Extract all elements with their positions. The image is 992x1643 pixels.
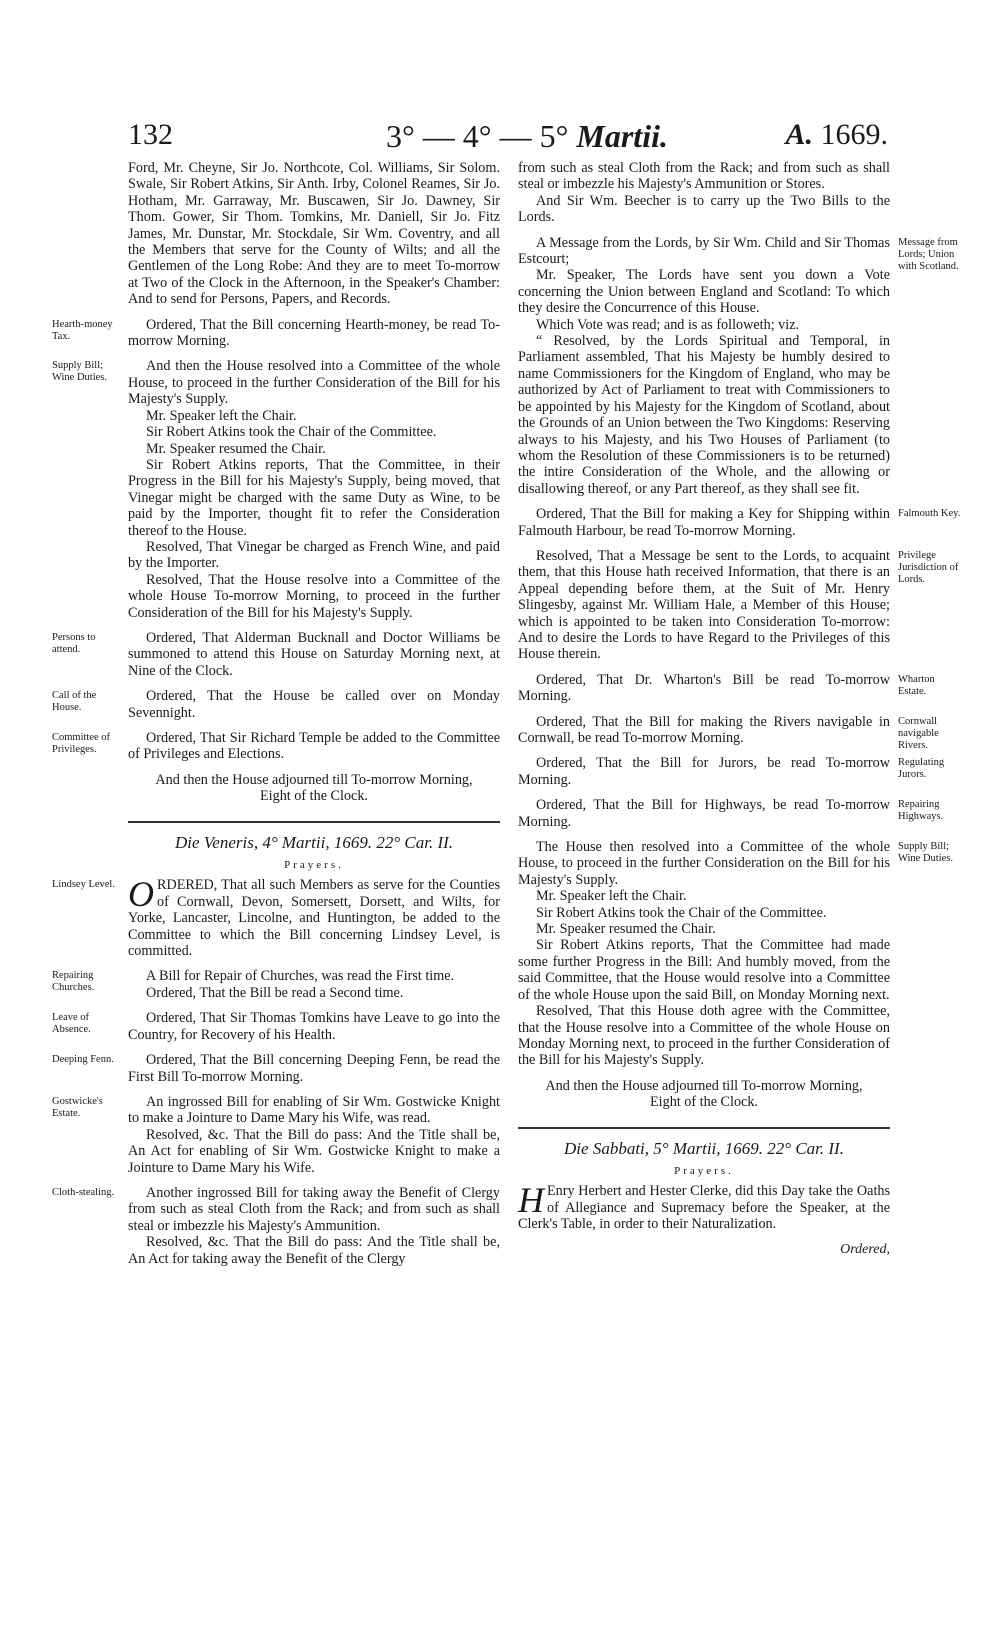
supply-right-p1: The House then resolved into a Committee of the whole House, to proceed in the further Consideration on the Bill for his Majesty's Supply.	[518, 839, 890, 888]
supply-right-p5: Sir Robert Atkins reports, That the Committee had made some further Progress in the Bill: And humbly moved, from the said Committee, that the House would resolve into a Committee of the whole House upon the said Bill, on Monday Morning next.	[518, 937, 890, 1003]
entry-falmouth	[518, 506, 961, 539]
supply-right-p2: Mr. Speaker left the Chair.	[536, 888, 687, 905]
margin-note-leave: Leave of Absence.	[52, 1012, 91, 1036]
supply-p7: Resolved, That the House resolve into a Committee of the whole House To-morrow Morning, to proceed in the further Consideration of the Bill for his Majesty's Supply.	[128, 571, 500, 621]
message-p2: Mr. Speaker, The Lords have sent you down a Vote concerning the Union between England and Scotland: To which they desire the Concurrence of this House.	[518, 267, 890, 317]
margin-note-message: Message from Lords; Union with Scotland.	[898, 236, 959, 272]
entry-cloth-continued	[518, 160, 890, 226]
message-p3: Which Vote was read; and is as followeth; viz.	[536, 316, 800, 333]
page-header	[128, 118, 888, 162]
herbert-text: Enry Herbert and Hester Clerke, did this Day take the Oaths of Allegiance and Supremacy before the Speaker, at the Clerk's Table, in order to their Naturalization.	[518, 1183, 890, 1233]
entry-hearth-money	[52, 316, 500, 350]
running-date-month: Martii.	[576, 118, 668, 154]
section-divider	[128, 821, 500, 823]
entry-lindsey-level	[52, 874, 500, 960]
beecher-text: And Sir Wm. Beecher is to carry up the Two Bills to the Lords.	[518, 192, 890, 226]
margin-note-privileges: Committee of Privileges.	[52, 732, 111, 755]
margin-note-call: Call of the House.	[52, 690, 97, 714]
entry-churches	[52, 968, 500, 1001]
entry-supply-right	[518, 839, 953, 1069]
drop-cap-o: O	[128, 874, 154, 915]
supply-p5: Sir Robert Atkins reports, That the Committee, in their Progress in the Bill for his Majesty's Supply, being moved, that Vinegar might be charged with the same Duty as Wine, to be paid by the Importer, thought fit to refer the Consideration thereof to the House.	[128, 456, 500, 539]
entry-privileges	[52, 730, 500, 763]
margin-note-churches: Repairing Churches.	[52, 970, 95, 994]
entry-call-house	[52, 688, 500, 721]
supply-right-p4: Mr. Speaker resumed the Chair.	[536, 921, 716, 938]
running-year	[785, 118, 888, 152]
entry-message-lords	[518, 234, 959, 498]
right-column	[518, 160, 961, 1258]
wharton-text: Ordered, That Dr. Wharton's Bill be read To-morrow Morning.	[518, 671, 890, 705]
supply-p2: Mr. Speaker left the Chair.	[146, 407, 297, 424]
prayers-label-right: Prayers.	[674, 1164, 734, 1177]
cloth-continued-text: from such as steal Cloth from the Rack; and from such as shall steal or imbezzle his Majesty's Ammunition or Stores.	[518, 160, 890, 193]
hearth-text: Ordered, That the Bill concerning Hearth-money, be read To-morrow Morning.	[128, 316, 500, 350]
margin-note-lindsey: Lindsey Level.	[52, 879, 115, 891]
supply-p3: Sir Robert Atkins took the Chair of the Committee.	[146, 424, 437, 441]
margin-note-deeping: Deeping Fenn.	[52, 1054, 114, 1066]
margin-note-jurors: Regulating Jurors.	[898, 757, 945, 781]
margin-note-gostwicke: Gostwicke's Estate.	[52, 1095, 103, 1119]
cloth-p2: Resolved, &c. That the Bill do pass: And the Title shall be, An Act for taking away the Benefit of the Clergy	[128, 1234, 500, 1267]
margin-note-falmouth: Falmouth Key.	[898, 508, 961, 520]
entry-highways	[518, 797, 944, 830]
drop-cap-h: H	[518, 1180, 544, 1221]
churches-p1: A Bill for Repair of Churches, was read the First time.	[146, 968, 455, 985]
margin-note-privilege: Privilege Jurisdiction of Lords.	[898, 549, 959, 585]
year-value: 1669.	[820, 118, 888, 151]
jurors-text: Ordered, That the Bill for Jurors, be read To-morrow Morning.	[518, 755, 890, 788]
entry-committee-continued	[128, 160, 500, 308]
message-p4: “ Resolved, by the Lords Spiritual and Temporal, in Parliament assembled, That his Majesty be humbly desired to name Commissioners for the Kingdom of England, who may be authorized by Act of Parliament to treat with Commissioners to be appointed by his Majesty for the Kingdom of Scotland, about the Grounds of an Union between the Two Kingdoms: Reserving always to his Majesty, and his Two Houses of Parliament (to whom the Resolution of these Commissioners is to be returned) the intire Consideration of the Whole, and the allowing or disallowing thereof, or any Part thereof, as they shall see fit.	[518, 333, 890, 497]
entry-herbert	[518, 1180, 890, 1233]
margin-note-cloth: Cloth-stealing.	[52, 1186, 115, 1198]
supply-p1: And then the House resolved into a Committee of the whole House, to proceed in the further Consideration of the Bill for his Majesty's Supply.	[128, 358, 500, 408]
cornwall-text: Ordered, That the Bill for making the Rivers navigable in Cornwall, be read To-morrow Morning.	[518, 713, 890, 746]
deeping-text: Ordered, That the Bill concerning Deeping Fenn, be read the First Bill To-morrow Morning.	[128, 1052, 500, 1085]
privilege-text: Resolved, That a Message be sent to the Lords, to acquaint them, that this House hath received Information, that there is an Appeal depending before them, at the Suit of Mr. Henry Slingesby, against Mr. William Hale, a Member of this House; which is appointed to be taken into Consideration To-morrow: And to desire the Lords to have Regard to the Privileges of this House therein.	[518, 547, 890, 663]
margin-note-supply-right: Supply Bill; Wine Duties.	[898, 841, 953, 865]
highways-text: Ordered, That the Bill for Highways, be read To-morrow Morning.	[518, 797, 890, 830]
year-prefix: A.	[785, 118, 813, 151]
leave-text: Ordered, That Sir Thomas Tomkins have Leave to go into the Country, for Recovery of his Health.	[128, 1010, 500, 1043]
entry-leave	[52, 1010, 500, 1043]
entry-supply-bill	[52, 358, 500, 621]
call-text: Ordered, That the House be called over on Monday Sevennight.	[128, 688, 500, 721]
entry-adjourn-right	[518, 1078, 890, 1111]
supply-right-p6: Resolved, That this House doth agree with the Committee, that the House resolve into a Committee of the whole House on Monday Morning next, to proceed in the further Consideration of the Bill for his Majesty's Supply.	[518, 1003, 890, 1069]
entry-cornwall	[518, 713, 939, 751]
committee-text: Ford, Mr. Cheyne, Sir Jo. Northcote, Col. Williams, Sir Solom. Swale, Sir Robert Atkins, Sir Anth. Irby, Colonel Reames, Sir Jo. Hotham, Mr. Garraway, Mr. Buscawen, Sir Jo. Dawney, Sir Thom. Gower, Sir Thom. Tomkins, Mr. Daniell, Sir Jo. Fitz James, Mr. Dunstar, Mr. Stockdale, Sir Wm. Coventry, and all the Members that serve for the County of Wilts; and all the Gentlemen of the Long Robe: And they are to meet To-morrow at Two of the Clock in the Afternoon, in the Speaker's Chamber: And to send for Persons, Papers, and Records.	[128, 160, 500, 308]
adjourn-text: And then the House adjourned till To-morrow Morning, Eight of the Clock.	[155, 771, 473, 805]
entry-adjourn	[128, 772, 500, 805]
entry-wharton	[518, 671, 935, 705]
falmouth-text: Ordered, That the Bill for making a Key for Shipping within Falmouth Harbour, be read To-morrow Morning.	[518, 506, 890, 539]
day-heading-friday: Die Veneris, 4° Martii, 1669. 22° Car. II.	[174, 832, 454, 852]
entry-privilege-jurisdiction	[518, 547, 959, 663]
margin-note-supply: Supply Bill; Wine Duties.	[52, 360, 107, 384]
entry-gostwicke	[52, 1093, 500, 1176]
margin-note-highways: Repairing Highways.	[898, 799, 944, 823]
supply-p6: Resolved, That Vinegar be charged as French Wine, and paid by the Importer.	[128, 538, 500, 572]
gostwicke-p1: An ingrossed Bill for enabling of Sir Wm. Gostwicke Knight to make a Jointure to Dame Mary his Wife, was read.	[128, 1093, 500, 1127]
left-column	[52, 160, 500, 1276]
day-heading-saturday: Die Sabbati, 5° Martii, 1669. 22° Car. II.	[564, 1138, 844, 1158]
adjourn-right-text: And then the House adjourned till To-morrow Morning, Eight of the Clock.	[545, 1077, 863, 1111]
margin-note-wharton: Wharton Estate.	[898, 673, 935, 697]
message-p1: A Message from the Lords, by Sir Wm. Child and Sir Thomas Estcourt;	[518, 234, 890, 268]
entry-deeping	[52, 1052, 500, 1085]
gostwicke-p2: Resolved, &c. That the Bill do pass: And the Title shall be, An Act for enabling of Sir Wm. Gostwicke Knight to make a Jointure to Dame Mary his Wife.	[128, 1126, 500, 1176]
prayers-label: Prayers.	[284, 859, 344, 872]
catchword: Ordered,	[840, 1241, 890, 1257]
entry-cloth	[52, 1184, 500, 1267]
supply-p4: Mr. Speaker resumed the Chair.	[146, 440, 326, 457]
cloth-p1: Another ingrossed Bill for taking away the Benefit of Clergy from such as steal Cloth from the Rack; and from such as shall steal or imbezzle his Majesty's Ammunition.	[128, 1184, 500, 1234]
running-date	[386, 118, 668, 155]
lindsey-text: RDERED, That all such Members as serve for the Counties of Cornwall, Devon, Somersett, Dorsett, and Wilts, for Yorke, Lancaster, Lincolne, and Huntington, be added to the Committee to which the Bill concerning Lindsey Level, is committed.	[128, 877, 500, 960]
supply-right-p3: Sir Robert Atkins took the Chair of the Committee.	[536, 904, 827, 921]
entry-persons-attend	[52, 629, 500, 679]
margin-note-hearth: Hearth-money Tax.	[52, 318, 113, 342]
margin-note-persons: Persons to attend.	[52, 631, 96, 655]
page-number: 132	[128, 118, 173, 151]
churches-p2: Ordered, That the Bill be read a Second time.	[146, 984, 404, 1001]
section-divider-right	[518, 1127, 890, 1129]
entry-jurors	[518, 755, 945, 788]
persons-text: Ordered, That Alderman Bucknall and Doctor Williams be summoned to attend this House on Saturday Morning next, at Nine of the Clock.	[128, 629, 500, 679]
privileges-text: Ordered, That Sir Richard Temple be added to the Committee of Privileges and Elections.	[128, 730, 500, 763]
margin-note-cornwall: Cornwall navigable Rivers.	[898, 715, 939, 751]
running-date-days: 3° — 4° — 5°	[386, 118, 569, 154]
